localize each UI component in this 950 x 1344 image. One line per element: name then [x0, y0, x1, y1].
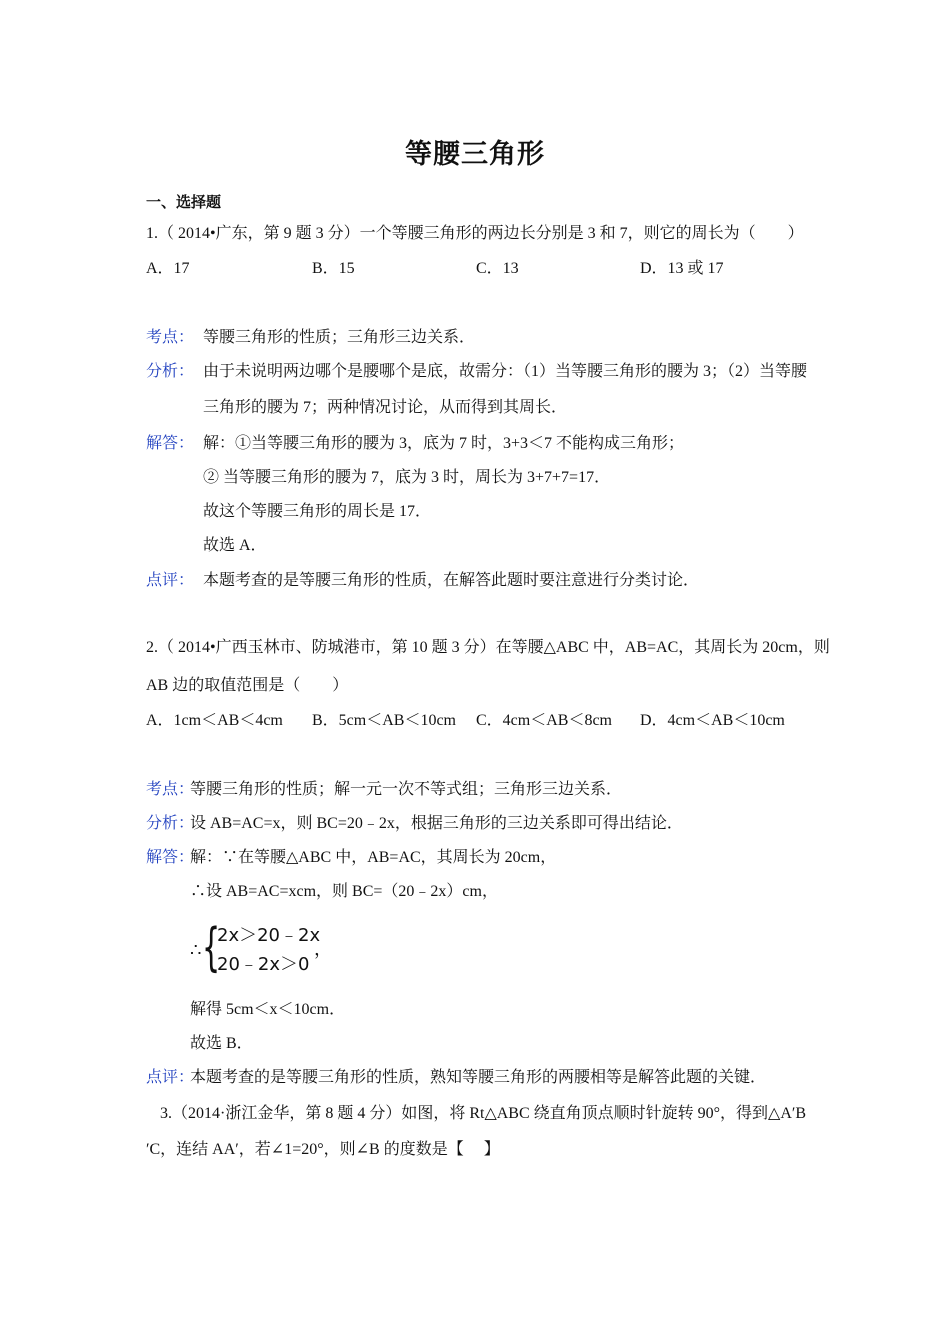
- page-title: 等腰三角形: [405, 139, 545, 170]
- q1-kaodian-label: 考点：: [146, 329, 195, 346]
- system-comma: ，: [314, 939, 332, 960]
- q2-kaodian-label: 考点：: [146, 781, 195, 798]
- therefore-symbol: ∴: [190, 940, 202, 960]
- q2-dianping-label: 点评：: [146, 1069, 195, 1086]
- q2-option-b: B．5cm＜AB＜10cm: [312, 712, 456, 729]
- q1-dianping-label: 点评：: [146, 572, 195, 589]
- q2-fenxi-label: 分析：: [146, 815, 195, 832]
- inequality-1: 2x＞20﹣2x: [217, 925, 321, 946]
- q2-jieda-line3: 解得 5cm＜x＜10cm．: [190, 1001, 346, 1018]
- q2-stem-line2: AB 边的取值范围是（ ）: [146, 677, 349, 694]
- q2-option-a: A．1cm＜AB＜4cm: [146, 712, 283, 729]
- q3-stem-line1: 3.（2014·浙江金华，第 8 题 4 分）如图，将 Rt△ABC 绕直角顶点顺时针旋转 90°，得到△A′B: [160, 1105, 807, 1122]
- q1-option-b: B．15: [312, 260, 355, 277]
- q1-jieda-line4: 故选 A．: [203, 537, 267, 554]
- q1-jieda-label: 解答：: [146, 435, 195, 452]
- q1-option-a: A．17: [146, 260, 190, 277]
- inequality-system: [190, 918, 340, 978]
- q2-kaodian-text: 等腰三角形的性质；解一元一次不等式组；三角形三边关系．: [190, 781, 623, 798]
- q2-dianping-text: 本题考查的是等腰三角形的性质，熟知等腰三角形的两腰相等是解答此题的关键．: [190, 1069, 767, 1086]
- inequality-2: 20﹣2x＞0: [217, 954, 310, 975]
- section-heading: 一、选择题: [146, 193, 222, 211]
- q2-fenxi-text: 设 AB=AC=x，则 BC=20﹣2x，根据三角形的三边关系即可得出结论．: [190, 815, 683, 832]
- q1-jieda-line1: 解：①当等腰三角形的腰为 3，底为 7 时，3+3＜7 不能构成三角形；: [203, 435, 685, 452]
- q1-option-c: C．13: [476, 260, 519, 277]
- q1-stem: 1.（ 2014•广东，第 9 题 3 分）一个等腰三角形的两边长分别是 3 和 7，则它的周长为（ ）: [146, 225, 804, 242]
- q2-stem-line1: 2.（ 2014•广西玉林市、防城港市，第 10 题 3 分）在等腰△ABC 中，AB=AC，其周长为 20cm，则: [146, 639, 830, 656]
- q3-stem-line2: ′C，连结 AA′，若∠1=20°，则∠B 的度数是【 】: [146, 1141, 500, 1158]
- q1-kaodian-text: 等腰三角形的性质；三角形三边关系．: [203, 329, 476, 346]
- q2-option-d: D．4cm＜AB＜10cm: [640, 712, 785, 729]
- left-brace: {: [202, 918, 221, 978]
- q1-fenxi-line2: 三角形的腰为 7；两种情况讨论，从而得到其周长．: [203, 399, 568, 416]
- q1-option-d: D．13 或 17: [640, 260, 724, 277]
- q2-option-c: C．4cm＜AB＜8cm: [476, 712, 612, 729]
- q2-jieda-line1: 解：∵在等腰△ABC 中，AB=AC，其周长为 20cm，: [190, 849, 557, 866]
- q2-jieda-label: 解答：: [146, 849, 195, 866]
- q1-jieda-line3: 故这个等腰三角形的周长是 17．: [203, 503, 432, 520]
- q2-jieda-line4: 故选 B．: [190, 1035, 253, 1052]
- q1-jieda-line2: ② 当等腰三角形的腰为 7，底为 3 时，周长为 3+7+7=17．: [203, 469, 611, 486]
- q1-fenxi-label: 分析：: [146, 363, 195, 380]
- q2-jieda-line2: ∴设 AB=AC=xcm，则 BC=（20﹣2x）cm，: [190, 883, 498, 900]
- q1-fenxi-line1: 由于未说明两边哪个是腰哪个是底，故需分：（1）当等腰三角形的腰为 3；（2）当等腰: [203, 363, 808, 380]
- q1-dianping-text: 本题考查的是等腰三角形的性质，在解答此题时要注意进行分类讨论．: [203, 572, 700, 589]
